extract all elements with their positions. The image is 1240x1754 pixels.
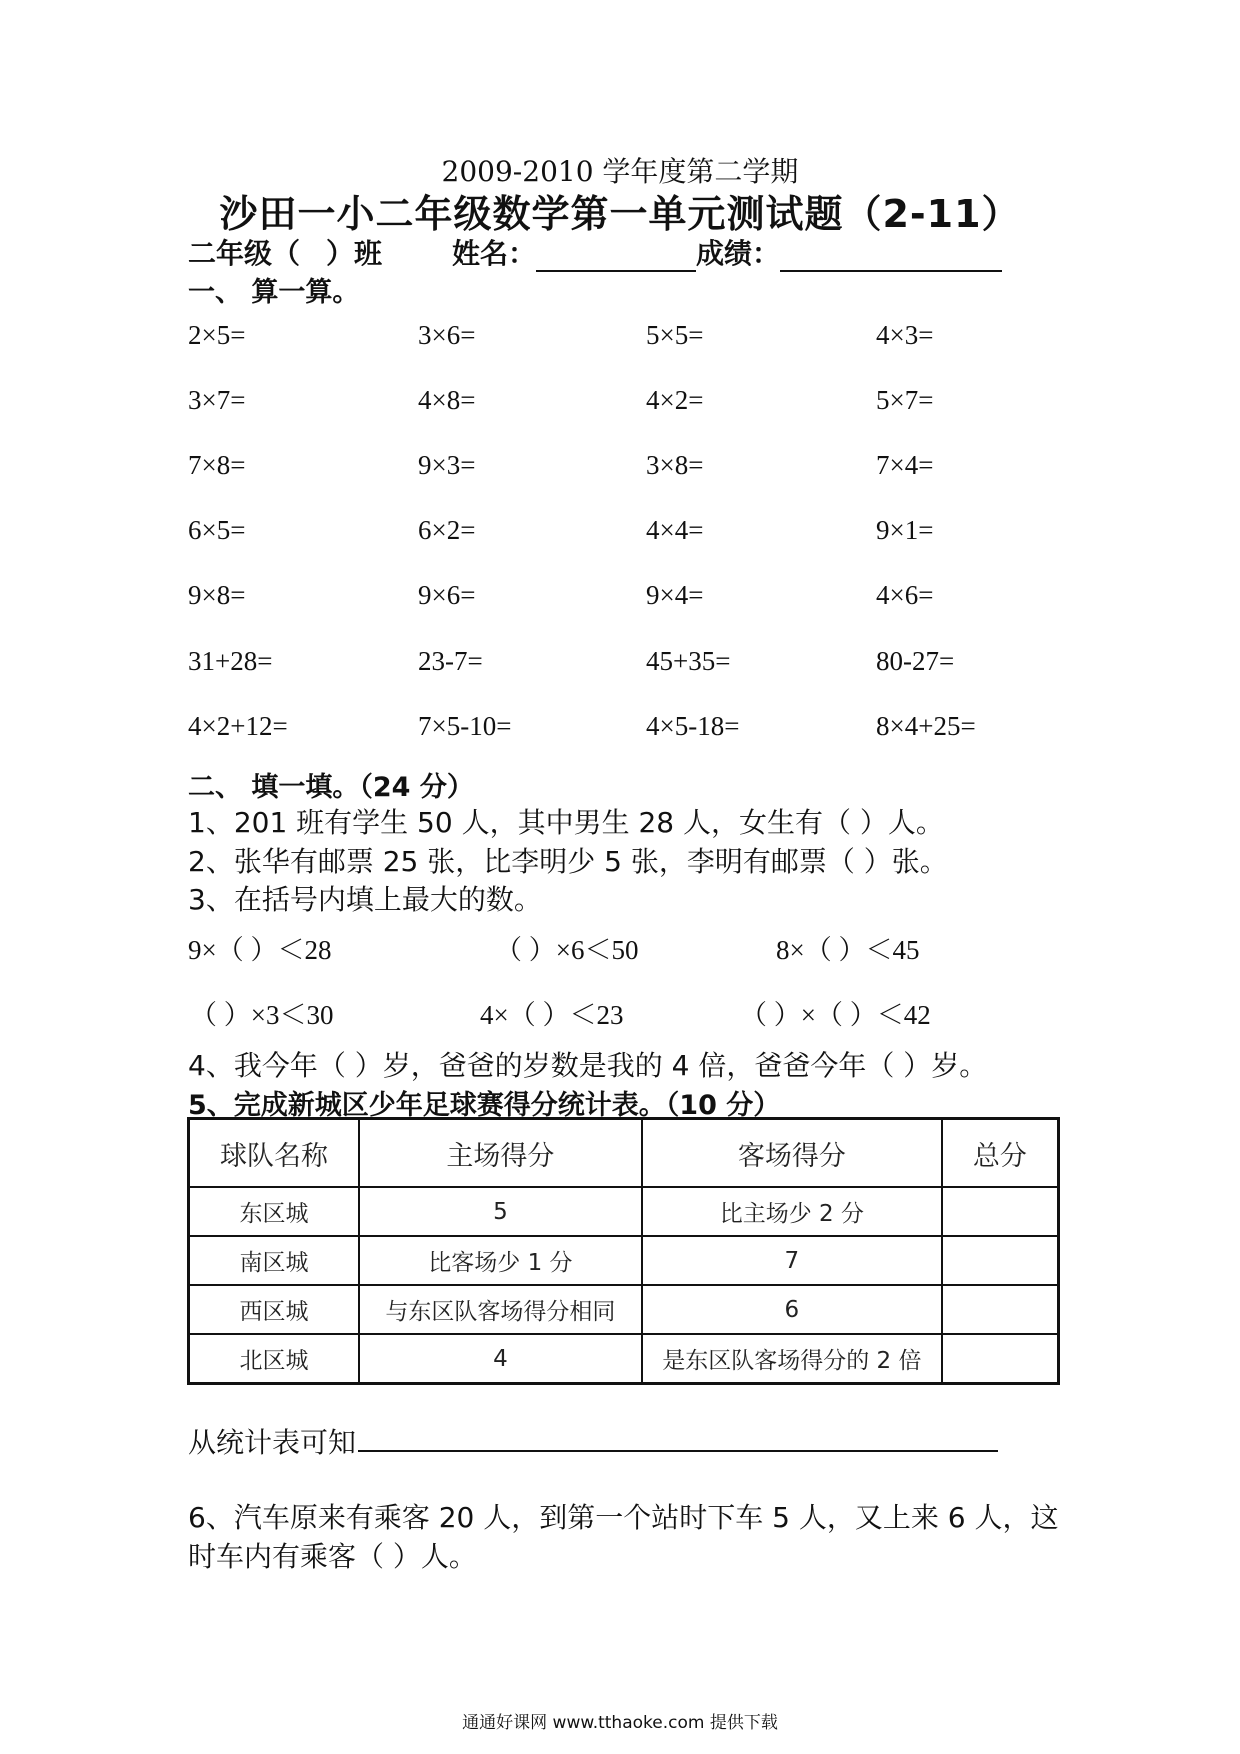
calc-problem: 9×8= bbox=[188, 580, 246, 610]
calc-problem: 6×2= bbox=[418, 515, 476, 545]
team-name: 南区城 bbox=[189, 1236, 359, 1285]
total-score-cell[interactable] bbox=[942, 1236, 1059, 1285]
class-suffix: ）班 bbox=[326, 237, 383, 270]
score-label: 成绩： bbox=[696, 237, 781, 270]
calc-problem: 9×3= bbox=[418, 450, 476, 480]
inequality-3: 8×（ ）＜45 bbox=[776, 935, 920, 965]
calc-problem: 80-27= bbox=[876, 646, 955, 676]
calc-problem: 5×5= bbox=[646, 320, 704, 350]
header-total: 总分 bbox=[942, 1119, 1059, 1188]
calc-problem: 4×4= bbox=[646, 515, 704, 545]
table-row bbox=[189, 1236, 1059, 1285]
header-team: 球队名称 bbox=[189, 1119, 359, 1188]
calc-problem: 4×8= bbox=[418, 385, 476, 415]
calc-problem: 3×8= bbox=[646, 450, 704, 480]
calc-problem: 9×6= bbox=[418, 580, 476, 610]
calc-problem: 23-7= bbox=[418, 646, 483, 676]
calc-problem: 6×5= bbox=[188, 515, 246, 545]
table-row bbox=[189, 1187, 1059, 1236]
table-header-row bbox=[189, 1119, 1059, 1188]
exam-title: 沙田一小二年级数学第一单元测试题（2-11） bbox=[219, 192, 1021, 236]
calc-problem: 7×8= bbox=[188, 450, 246, 480]
calc-problem: 4×6= bbox=[876, 580, 934, 610]
total-score-cell[interactable] bbox=[942, 1285, 1059, 1334]
calc-problem: 9×4= bbox=[646, 580, 704, 610]
away-score: 比主场少 2 分 bbox=[642, 1187, 942, 1236]
class-prefix: 二年级（ bbox=[188, 237, 301, 270]
header-away: 客场得分 bbox=[642, 1119, 942, 1188]
name-label: 姓名： bbox=[452, 237, 537, 270]
calc-problem: 3×7= bbox=[188, 385, 246, 415]
question-6-line1: 6、汽车原来有乘客 20 人，到第一个站时下车 5 人，又上来 6 人，这 bbox=[188, 1501, 1059, 1534]
score-blank[interactable] bbox=[780, 237, 1002, 272]
conclusion-answer-line[interactable] bbox=[358, 1426, 998, 1452]
score-table bbox=[187, 1117, 1060, 1385]
calc-problem: 7×4= bbox=[876, 450, 934, 480]
away-score: 是东区队客场得分的 2 倍 bbox=[642, 1334, 942, 1384]
calc-problem: 4×2= bbox=[646, 385, 704, 415]
home-score: 与东区队客场得分相同 bbox=[359, 1285, 642, 1334]
name-blank[interactable] bbox=[536, 237, 696, 272]
inequality-6: （ ）×（ ）＜42 bbox=[740, 1000, 931, 1030]
question-5: 5、完成新城区少年足球赛得分统计表。（10 分） bbox=[188, 1090, 781, 1121]
footer-credit: 通通好课网 www.tthaoke.com 提供下载 bbox=[462, 1713, 778, 1733]
calc-problem: 31+28= bbox=[188, 646, 273, 676]
header-home: 主场得分 bbox=[359, 1119, 642, 1188]
team-name: 北区城 bbox=[189, 1334, 359, 1384]
calc-problem: 4×5-18= bbox=[646, 711, 740, 741]
question-4: 4、我今年（ ）岁，爸爸的岁数是我的 4 倍，爸爸今年（ ）岁。 bbox=[188, 1049, 988, 1082]
total-score-cell[interactable] bbox=[942, 1187, 1059, 1236]
question-1: 1、201 班有学生 50 人，其中男生 28 人，女生有（ ）人。 bbox=[188, 806, 944, 839]
home-score: 5 bbox=[359, 1187, 642, 1236]
calc-problem: 9×1= bbox=[876, 515, 934, 545]
question-2: 2、张华有邮票 25 张，比李明少 5 张，李明有邮票（ ）张。 bbox=[188, 845, 948, 878]
student-info-line bbox=[188, 232, 1002, 272]
away-score: 7 bbox=[642, 1236, 942, 1285]
calc-problem: 4×2+12= bbox=[188, 711, 288, 741]
conclusion-label: 从统计表可知 bbox=[188, 1426, 357, 1459]
section1-heading: 一、 算一算。 bbox=[188, 277, 360, 308]
inequality-1: 9×（ ）＜28 bbox=[188, 935, 332, 965]
table-row bbox=[189, 1334, 1059, 1384]
inequality-5: 4×（ ）＜23 bbox=[480, 1000, 624, 1030]
table-row bbox=[189, 1285, 1059, 1334]
question-3: 3、在括号内填上最大的数。 bbox=[188, 883, 542, 916]
team-name: 西区城 bbox=[189, 1285, 359, 1334]
calc-problem: 3×6= bbox=[418, 320, 476, 350]
calc-problem: 7×5-10= bbox=[418, 711, 512, 741]
exam-subtitle: 2009-2010 学年度第二学期 bbox=[441, 155, 799, 188]
inequality-2: （ ）×6＜50 bbox=[495, 935, 639, 965]
away-score: 6 bbox=[642, 1285, 942, 1334]
team-name: 东区城 bbox=[189, 1187, 359, 1236]
calc-problem: 8×4+25= bbox=[876, 711, 976, 741]
section2-heading: 二、 填一填。（24 分） bbox=[188, 772, 474, 803]
conclusion-line bbox=[188, 1421, 998, 1461]
inequality-4: （ ）×3＜30 bbox=[190, 1000, 334, 1030]
home-score: 4 bbox=[359, 1334, 642, 1384]
total-score-cell[interactable] bbox=[942, 1334, 1059, 1384]
calc-problem: 2×5= bbox=[188, 320, 246, 350]
calc-problem: 4×3= bbox=[876, 320, 934, 350]
home-score: 比客场少 1 分 bbox=[359, 1236, 642, 1285]
calc-problem: 45+35= bbox=[646, 646, 731, 676]
question-6-line2: 时车内有乘客（ ）人。 bbox=[188, 1540, 477, 1573]
calc-problem: 5×7= bbox=[876, 385, 934, 415]
